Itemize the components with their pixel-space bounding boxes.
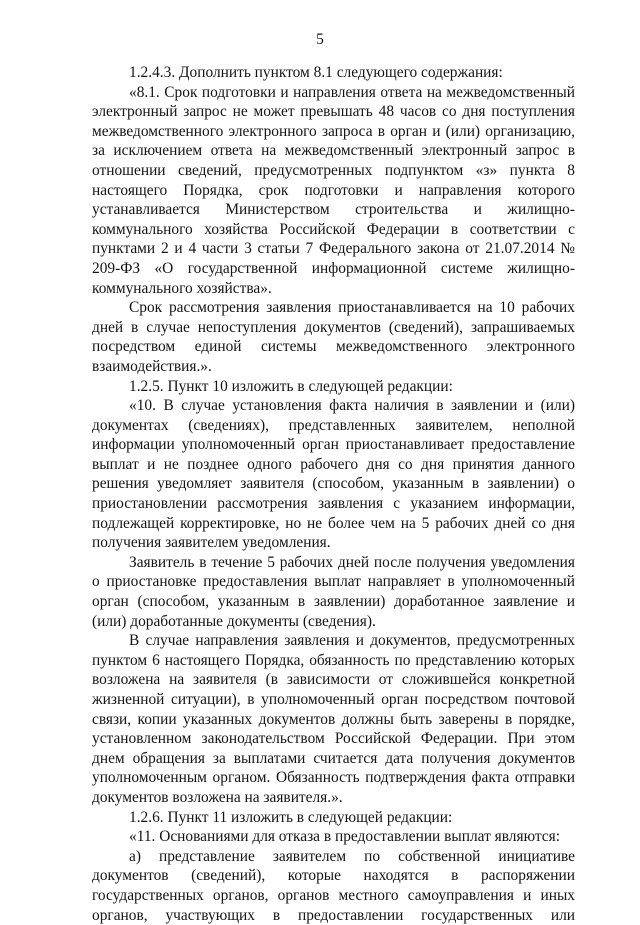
paragraph-8-1: «8.1. Срок подготовки и направления ответа на межведомственный электронный запрос не может превышать 48 часов со дня поступления межведомственного электронного запроса в орган и (или) организацию, за исключением ответа на межведомственный электронный запрос в отношении сведений, предусмотренных подпунктом «з» пункта 8 настоящего Порядка, срок подготовки и направления которого устанавливается Министерством строительства и жилищно-коммунального хозяйства Российской Федерации в соответствии с пунктами 2 и 4 части 3 статьи 7 Федерального закона от 21.07.2014 № 209-ФЗ «О государственной информационной системе жилищно-коммунального хозяйства». xyxy=(92,83,575,297)
paragraph-postal-submission: В случае направления заявления и документов, предусмотренных пунктом 6 настоящего Порядка, обязанность по представлению которых возложена на заявителя (в зависимости от сложившейся конкретной жизненной ситуации), в уполномоченный орган посредством почтовой связи, копии указанных документов должны быть заверены в порядке, установленном законодательством Российской Федерации. При этом днем обращения за выплатами считается дата получения документов уполномоченным органом. Обязанность подтверждения факта отправки документов возложена на заявителя.». xyxy=(92,632,575,806)
paragraph-applicant-resubmission: Заявитель в течение 5 рабочих дней после получения уведомления о приостановке предоставления выплат направляет в уполномоченный орган (способом, указанным в заявлении) доработанное заявление и (или) доработанные документы (сведения). xyxy=(92,553,575,630)
paragraph-1-2-6: 1.2.6. Пункт 11 изложить в следующей редакции: xyxy=(129,808,453,826)
paragraph-11: «11. Основаниями для отказа в предоставлении выплат являются: xyxy=(129,828,560,846)
paragraph-1-2-5: 1.2.5. Пункт 10 изложить в следующей редакции: xyxy=(129,377,453,395)
paragraph-11-a: а) представление заявителем по собственной инициативе документов (сведений), которые находятся в распоряжении государственных органов, органов местного самоуправления и иных органов, участвующих в предоставлении государственных или xyxy=(92,847,575,924)
document-body xyxy=(92,63,575,925)
paragraph-suspension-term: Срок рассмотрения заявления приостанавливается на 10 рабочих дней в случае непоступления документов (сведений), запрашиваемых посредством единой системы межведомственного электронного взаимодействия.». xyxy=(92,299,575,375)
paragraph-1-2-4-3: 1.2.4.3. Дополнить пунктом 8.1 следующего содержания: xyxy=(129,64,503,81)
paragraph-10: «10. В случае установления факта наличия в заявлении и (или) документах (сведениях), представленных заявителем, неполной информации уполномоченный орган приостанавливает предоставление выплат и не позднее одного рабочего дня со дня принятия данного решения уведомляет заявителя (способом, указанным в заявлении) о приостановлении рассмотрения заявления с указанием информации, подлежащей корректировке, но не более чем на 5 рабочих дней со дня получения заявителем уведомления. xyxy=(92,397,575,552)
page-number: 5 xyxy=(316,31,324,48)
